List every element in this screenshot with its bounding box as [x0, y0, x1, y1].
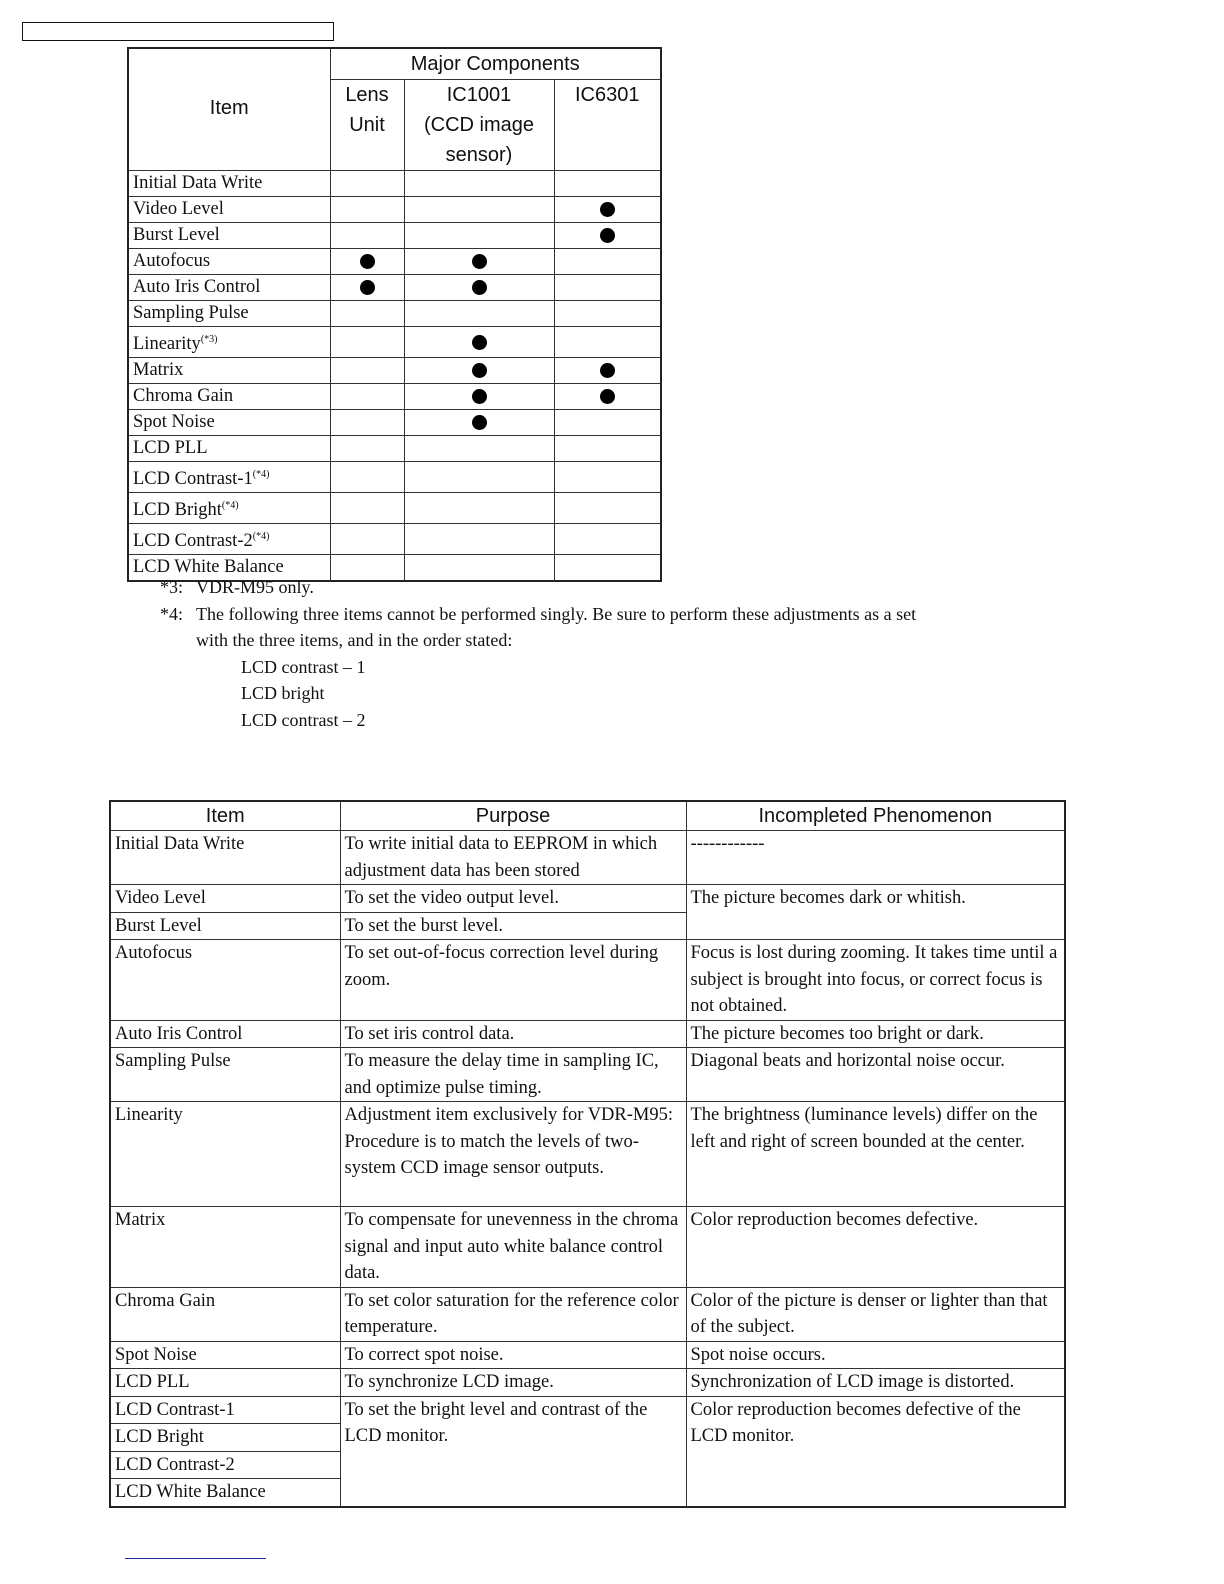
- table-row: [110, 940, 1065, 1021]
- table-row: [110, 1369, 1065, 1397]
- table-row: [110, 1102, 1065, 1207]
- item-cell: Chroma Gain: [128, 384, 330, 410]
- note4-list-item: LCD bright: [241, 683, 325, 703]
- table-row: [110, 1020, 1065, 1048]
- phenomenon-cell: ------------: [686, 831, 1065, 885]
- phenomenon-cell: The picture becomes dark or whitish.: [686, 885, 1065, 940]
- filled-dot-icon: [600, 202, 615, 217]
- purpose-cell: To measure the delay time in sampling IC, and optimize pulse timing.: [340, 1048, 686, 1102]
- item-cell: LCD Bright$^{(*4)}$: [128, 493, 330, 524]
- item-cell: Auto Iris Control: [110, 1020, 340, 1048]
- note4-list-item: LCD contrast – 1: [241, 656, 366, 677]
- item-cell: LCD Bright: [110, 1424, 340, 1452]
- item-cell: Initial Data Write: [128, 171, 330, 197]
- table-row: [110, 1048, 1065, 1102]
- purpose-cell: To compensate for unevenness in the chroma signal and input auto white balance control data.: [340, 1207, 686, 1288]
- table-row: [128, 524, 661, 555]
- mark-cell: [554, 410, 661, 436]
- filled-dot-icon: [472, 335, 487, 350]
- phenomenon-cell: Color of the picture is denser or lighter than that of the subject.: [686, 1287, 1065, 1341]
- mark-cell: [404, 249, 554, 275]
- footnote-ref: (*4): [252, 531, 270, 542]
- phenomenon-cell: Diagonal beats and horizontal noise occur.: [686, 1048, 1065, 1102]
- phenomenon-cell: The picture becomes too bright or dark.: [686, 1020, 1065, 1048]
- mark-cell: [554, 197, 661, 223]
- mark-cell: [330, 410, 404, 436]
- table-row: [110, 1287, 1065, 1341]
- phenomenon-cell: Color reproduction becomes defective.: [686, 1207, 1065, 1288]
- mark-cell: [330, 171, 404, 197]
- mark-cell: [554, 462, 661, 493]
- item-cell: Auto Iris Control: [128, 275, 330, 301]
- purpose-cell: To set color saturation for the reference color temperature.: [340, 1287, 686, 1341]
- item-cell: LCD White Balance: [128, 555, 330, 582]
- mark-cell: [404, 493, 554, 524]
- note4-list-item: LCD contrast – 2: [241, 709, 366, 730]
- table-row: [128, 171, 661, 197]
- item-cell: LCD Contrast-$2^{(*4)}$: [128, 524, 330, 555]
- table-row: [128, 384, 661, 410]
- header-ic6301: IC6301: [554, 80, 661, 171]
- item-cell: Burst Level: [110, 912, 340, 940]
- mark-cell: [404, 436, 554, 462]
- table-row: [110, 1341, 1065, 1369]
- table-row: [128, 436, 661, 462]
- header-major-components: Major Components: [330, 48, 661, 80]
- filled-dot-icon: [472, 363, 487, 378]
- note4-label: *4:: [160, 603, 184, 624]
- mark-cell: [330, 524, 404, 555]
- mark-cell: [330, 384, 404, 410]
- adjustment-purpose-table: [109, 800, 1066, 1508]
- mark-cell: [554, 358, 661, 384]
- mark-cell: [404, 197, 554, 223]
- item-cell: Matrix: [110, 1207, 340, 1288]
- note3-label: *3:: [160, 577, 184, 597]
- table-row: [110, 1396, 1065, 1424]
- mark-cell: [554, 436, 661, 462]
- item-cell: LCD PLL: [110, 1369, 340, 1397]
- footnotes: [160, 574, 916, 733]
- header-phenomenon: Incompleted Phenomenon: [686, 801, 1065, 831]
- table-row: [128, 223, 661, 249]
- item-cell: LCD White Balance: [110, 1479, 340, 1507]
- mark-cell: [554, 171, 661, 197]
- mark-cell: [404, 301, 554, 327]
- mark-cell: [330, 249, 404, 275]
- filled-dot-icon: [600, 389, 615, 404]
- mark-cell: [554, 301, 661, 327]
- mark-cell: [554, 223, 661, 249]
- purpose-cell: To set the burst level.: [340, 912, 686, 940]
- mark-cell: [330, 358, 404, 384]
- purpose-cell: To synchronize LCD image.: [340, 1369, 686, 1397]
- item-cell: Video Level: [128, 197, 330, 223]
- item-cell: Autofocus: [128, 249, 330, 275]
- header-box: [22, 22, 334, 41]
- footer-line: [125, 1558, 266, 1559]
- mark-cell: [330, 462, 404, 493]
- mark-cell: [404, 275, 554, 301]
- filled-dot-icon: [360, 254, 375, 269]
- mark-cell: [330, 327, 404, 358]
- mark-cell: [404, 410, 554, 436]
- mark-cell: [330, 223, 404, 249]
- mark-cell: [554, 524, 661, 555]
- table-row: [110, 1207, 1065, 1288]
- item-cell: Sampling Pulse: [110, 1048, 340, 1102]
- purpose-cell: To write initial data to EEPROM in which adjustment data has been stored: [340, 831, 686, 885]
- purpose-cell: Adjustment item exclusively for VDR-M95: Procedure is to match the levels of two-system CCD image sensor outputs.: [340, 1102, 686, 1207]
- components-table: [127, 47, 662, 582]
- table-row: [128, 197, 661, 223]
- item-cell: Burst Level: [128, 223, 330, 249]
- mark-cell: [404, 462, 554, 493]
- filled-dot-icon: [472, 389, 487, 404]
- filled-dot-icon: [600, 228, 615, 243]
- phenomenon-cell: Spot noise occurs.: [686, 1341, 1065, 1369]
- item-cell: Matrix: [128, 358, 330, 384]
- phenomenon-cell: Focus is lost during zooming. It takes time until a subject is brought into focus, or correct focus is not obtained.: [686, 940, 1065, 1021]
- phenomenon-cell: The brightness (luminance levels) differ on the left and right of screen bounded at the center.: [686, 1102, 1065, 1207]
- filled-dot-icon: [472, 254, 487, 269]
- table-row: [110, 831, 1065, 885]
- footnote-ref: (*4): [221, 500, 239, 511]
- mark-cell: [330, 275, 404, 301]
- filled-dot-icon: [360, 280, 375, 295]
- mark-cell: [404, 327, 554, 358]
- table-row: [128, 327, 661, 358]
- table-row: [128, 462, 661, 493]
- item-cell: Spot Noise: [128, 410, 330, 436]
- mark-cell: [404, 223, 554, 249]
- note4-text: The following three items cannot be performed singly. Be sure to perform these adjustments as a set: [196, 603, 917, 624]
- table-row: [128, 301, 661, 327]
- mark-cell: [404, 384, 554, 410]
- mark-cell: [404, 358, 554, 384]
- filled-dot-icon: [472, 280, 487, 295]
- table-row: [110, 885, 1065, 913]
- mark-cell: [554, 327, 661, 358]
- header-item: Item: [128, 48, 330, 171]
- mark-cell: [404, 171, 554, 197]
- table-row: [128, 275, 661, 301]
- item-cell: Autofocus: [110, 940, 340, 1021]
- phenomenon-cell: Synchronization of LCD image is distorted.: [686, 1369, 1065, 1397]
- table-row: [128, 410, 661, 436]
- mark-cell: [330, 436, 404, 462]
- note3-text: VDR-M95 only.: [196, 577, 314, 597]
- mark-cell: [330, 493, 404, 524]
- table-row: [128, 358, 661, 384]
- item-cell: LCD Contrast-2: [110, 1451, 340, 1479]
- footnote-ref: (*3): [200, 334, 218, 345]
- filled-dot-icon: [600, 363, 615, 378]
- header-purpose: Purpose: [340, 801, 686, 831]
- table-row: [128, 249, 661, 275]
- phenomenon-cell: Color reproduction becomes defective of the LCD monitor.: [686, 1396, 1065, 1507]
- mark-cell: [404, 524, 554, 555]
- item-cell: Initial Data Write: [110, 831, 340, 885]
- item-cell: LCD Contrast-$1^{(*4)}$: [128, 462, 330, 493]
- item-cell: LCD PLL: [128, 436, 330, 462]
- mark-cell: [330, 301, 404, 327]
- header-item: Item: [110, 801, 340, 831]
- table-row: [128, 493, 661, 524]
- footnote-ref: (*4): [252, 469, 270, 480]
- item-cell: Linearity$^{(*3)}$: [128, 327, 330, 358]
- item-cell: Sampling Pulse: [128, 301, 330, 327]
- item-cell: LCD Contrast-1: [110, 1396, 340, 1424]
- item-cell: Video Level: [110, 885, 340, 913]
- header-ic1001: IC1001 (CCD image sensor): [404, 80, 554, 171]
- note4-text-cont: with the three items, and in the order stated:: [196, 630, 513, 650]
- mark-cell: [330, 197, 404, 223]
- item-cell: Linearity: [110, 1102, 340, 1207]
- purpose-cell: To set iris control data.: [340, 1020, 686, 1048]
- mark-cell: [554, 249, 661, 275]
- filled-dot-icon: [472, 415, 487, 430]
- mark-cell: [554, 384, 661, 410]
- purpose-cell: To set the bright level and contrast of the LCD monitor.: [340, 1396, 686, 1507]
- purpose-cell: To correct spot noise.: [340, 1341, 686, 1369]
- purpose-cell: To set out-of-focus correction level during zoom.: [340, 940, 686, 1021]
- item-cell: Spot Noise: [110, 1341, 340, 1369]
- mark-cell: [554, 275, 661, 301]
- purpose-cell: To set the video output level.: [340, 885, 686, 913]
- mark-cell: [554, 493, 661, 524]
- header-lens-unit: Lens Unit: [330, 80, 404, 171]
- item-cell: Chroma Gain: [110, 1287, 340, 1341]
